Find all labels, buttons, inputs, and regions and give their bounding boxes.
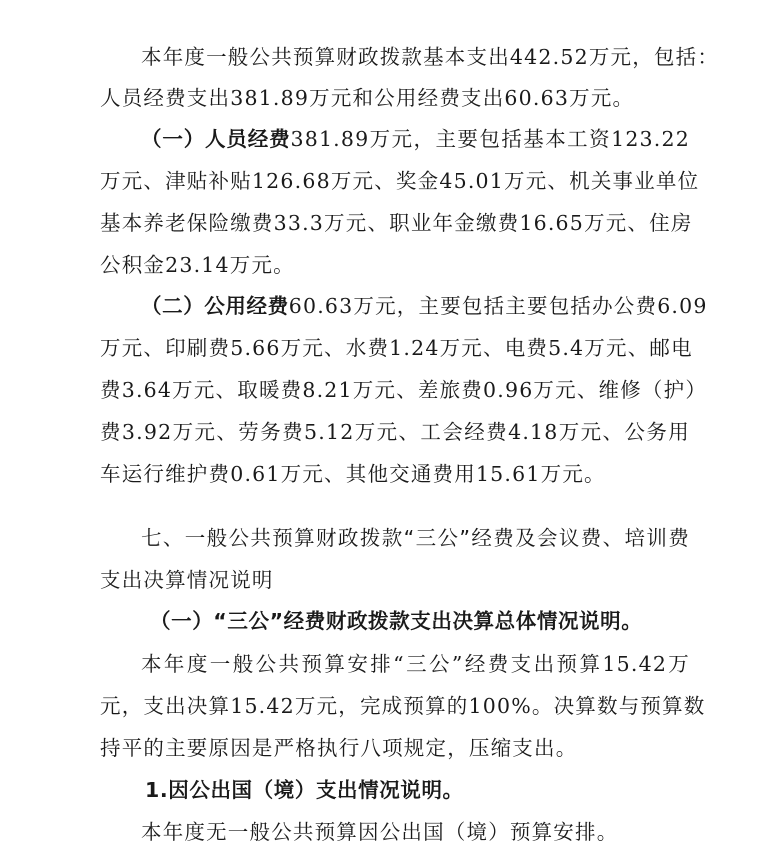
paragraph-personnel-line-2: 万元、津贴补贴126.68万元、奖金45.01万元、机关事业单位 xyxy=(100,169,700,193)
public-expense-line-1-text: 60.63万元，主要包括主要包括办公费6.09 xyxy=(288,294,708,318)
personnel-heading: （一）人员经费 xyxy=(141,127,291,151)
paragraph-overseas-travel-line-1: 本年度无一般公共预算因公出国（境）预算安排。 xyxy=(141,820,619,844)
section-7-heading-line-2: 支出决算情况说明 xyxy=(100,568,274,592)
public-expense-heading: （二）公用经费 xyxy=(141,294,289,318)
paragraph-personnel-line-3: 基本养老保险缴费33.3万元、职业年金缴费16.65万元、住房 xyxy=(100,211,693,235)
paragraph-public-expense-line-3: 费3.64万元、取暖费8.21万元、差旅费0.96万元、维修（护） xyxy=(100,378,708,402)
paragraph-three-public-line-3: 持平的主要原因是严格执行八项规定，压缩支出。 xyxy=(100,736,578,760)
section-7-heading-line-1: 七、一般公共预算财政拨款“三公”经费及会议费、培训费 xyxy=(141,526,690,550)
paragraph-public-expense-line-4: 费3.92万元、劳务费5.12万元、工会经费4.18万元、公务用 xyxy=(100,420,690,444)
paragraph-public-expense-line-1 xyxy=(141,292,708,320)
paragraph-personnel-line-1 xyxy=(141,125,690,153)
paragraph-personnel-line-4: 公积金23.14万元。 xyxy=(100,253,295,277)
paragraph-public-expense-line-2: 万元、印刷费5.66万元、水费1.24万元、电费5.4万元、邮电 xyxy=(100,336,693,360)
paragraph-basic-expenditure-line-2: 人员经费支出381.89万元和公用经费支出60.63万元。 xyxy=(100,86,635,110)
three-public-expenses-subheading: （一）“三公”经费财政拨款支出决算总体情况说明。 xyxy=(150,609,643,633)
paragraph-public-expense-line-5: 车运行维护费0.61万元、其他交通费用15.61万元。 xyxy=(100,462,606,486)
paragraph-basic-expenditure-line-1: 本年度一般公共预算财政拨款基本支出442.52万元，包括： xyxy=(141,45,720,69)
overseas-travel-subheading: 1.因公出国（境）支出情况说明。 xyxy=(145,778,464,802)
paragraph-three-public-line-2: 元，支出决算15.42万元，完成预算的100%。决算数与预算数 xyxy=(100,694,706,718)
personnel-line-1-text: 381.89万元，主要包括基本工资123.22 xyxy=(290,127,691,151)
paragraph-three-public-line-1: 本年度一般公共预算安排“三公”经费支出预算15.42万 xyxy=(141,652,690,676)
